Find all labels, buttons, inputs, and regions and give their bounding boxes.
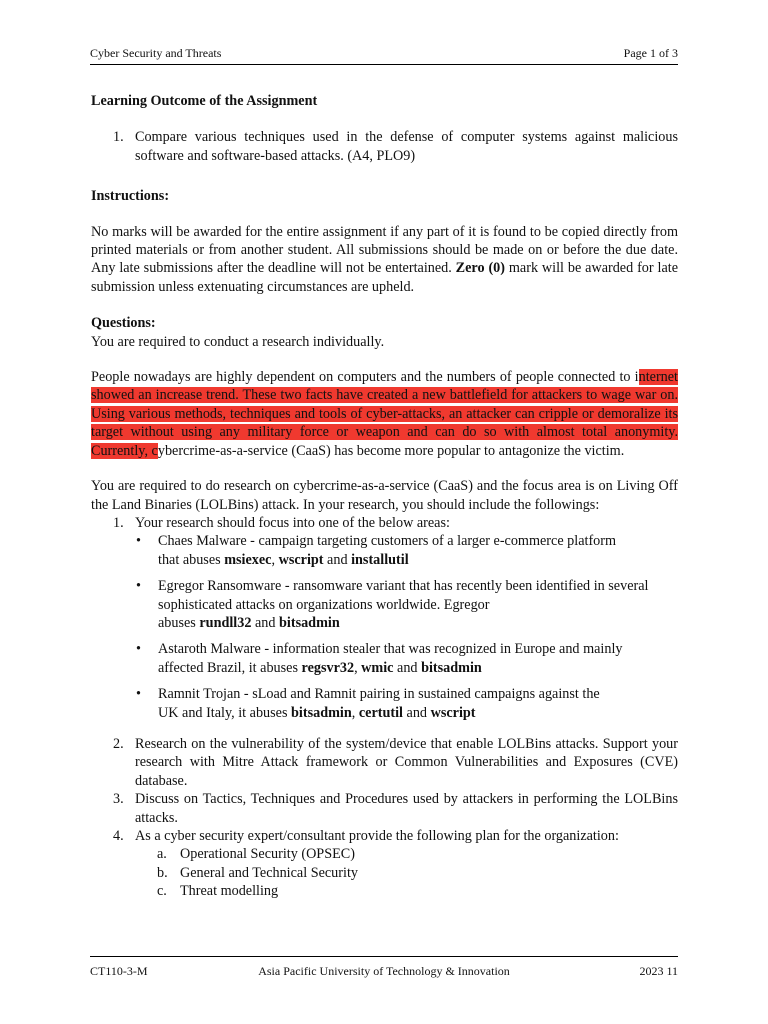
bold-term: bitsadmin: [421, 659, 482, 676]
instructions-heading: Instructions:: [91, 188, 170, 205]
question-item-text: Research on the vulnerability of the system/device that enable LOLBins attacks. Support your research with Mitre Attack framework or Common Vulnerabilities and Exposures (CVE) database.: [135, 735, 678, 789]
bullet-text: Ramnit Trojan - sLoad and Ramnit pairing in sustained campaigns against the: [158, 686, 600, 703]
footer-course-code: CT110-3-M: [90, 964, 148, 978]
sub-item-c: [91, 882, 678, 900]
question-item-1: [91, 514, 678, 532]
question-item-2: [91, 735, 678, 790]
research-paragraph: You are required to do research on cybercrime-as-a-service (CaaS) and the focus area is on Living Off the Land Binaries (LOLBins) attack. In your research, you should include the followings:: [91, 478, 678, 513]
bold-term: bitsadmin: [279, 614, 340, 631]
footer-date: 2023 11: [639, 964, 678, 978]
bullet-text: Egregor Ransomware - ransomware variant that has recently been identified in several sophisticated attacks on organizations worldwide. Egregor: [158, 578, 649, 613]
instructions-bold: Zero (0): [455, 260, 505, 277]
bullet-item-astaroth: [136, 640, 678, 677]
list-number: 4.: [113, 828, 124, 844]
bold-term: msiexec: [224, 551, 272, 568]
separator: and: [251, 614, 280, 631]
instructions-text-end: mark will be awarded for late submission unless extenuating circumstances are upheld.: [91, 260, 678, 295]
questions-heading: Questions:: [91, 315, 156, 332]
question-item-text: Discuss on Tactics, Techniques and Procedures used by attackers in performing the LOLBins attacks.: [135, 791, 678, 826]
bold-term: wmic: [361, 659, 394, 676]
separator: ,: [351, 704, 359, 721]
bullet-icon: •: [136, 641, 141, 658]
instructions-text: No marks will be awarded for the entire assignment if any part of it is found to be copied directly from printed materials or from another student. All submissions should be made on or before the due date. Any late submissions after the deadline will not be entertained.: [91, 223, 678, 277]
document-body: [91, 92, 678, 901]
bullet-text: Chaes Malware - campaign targeting customers of a larger e-commerce platform: [158, 533, 617, 550]
header-page-number: Page 1 of 3: [623, 46, 678, 60]
bullet-item-chaes: [136, 532, 678, 569]
bullet-item-egregor: [136, 577, 678, 632]
learning-outcome-item: [91, 128, 678, 165]
separator: ,: [271, 551, 279, 568]
sub-item-b: [91, 864, 678, 882]
separator: and: [393, 659, 422, 676]
context-text-start: People nowadays are highly dependent on computers and the numbers of people connected to i: [91, 369, 639, 386]
bullet-text-cont: that abuses: [158, 551, 225, 568]
learning-outcome-text: Compare various techniques used in the defense of computer systems against malicious software and software-based attacks. (A4, PLO9): [135, 129, 678, 164]
footer-university: Asia Pacific University of Technology & Innovation: [258, 964, 510, 978]
question-item-text: As a cyber security expert/consultant provide the following plan for the organization:: [135, 828, 619, 844]
learning-outcome-heading: Learning Outcome of the Assignment: [91, 93, 318, 109]
list-number: 3.: [113, 791, 124, 808]
sub-item-letter: a.: [157, 846, 167, 863]
bullet-icon: •: [136, 578, 141, 595]
separator: and: [323, 551, 352, 568]
instructions-paragraph: [91, 223, 678, 297]
bold-term: bitsadmin: [291, 704, 352, 721]
bold-term: regsvr32: [301, 659, 355, 676]
list-number: 1.: [113, 129, 124, 146]
bullet-icon: •: [136, 533, 141, 550]
sub-item-letter: c.: [157, 883, 167, 900]
sub-item-text: General and Technical Security: [180, 864, 358, 881]
sub-item-text: Operational Security (OPSEC): [180, 846, 355, 863]
malware-bullet-list: [91, 532, 678, 722]
page-footer: [90, 956, 678, 977]
bold-term: certutil: [358, 704, 403, 721]
sub-item-text: Threat modelling: [180, 883, 279, 900]
bullet-item-ramnit: [136, 685, 678, 722]
question-item-3: [91, 790, 678, 827]
bullet-icon: •: [136, 686, 141, 703]
sub-item-a: [91, 845, 678, 863]
bold-term: installutil: [351, 551, 409, 568]
header-course-title: Cyber Security and Threats: [90, 46, 222, 60]
question-item-4: [91, 827, 678, 845]
context-paragraph: [91, 368, 678, 460]
page-header: [90, 46, 678, 65]
separator: and: [402, 704, 431, 721]
highlighted-text: nternet showed an increase trend. These two facts have created a new battlefield for attackers to wage war on. Using various methods, techniques and tools of cyber-attacks, an attacker can cripple or demoralize its target without using any military force or weapon and can do so with almost total anonymity. Currently, c: [91, 369, 678, 459]
bullet-text-cont: abuses: [158, 614, 200, 631]
question-item-text: Your research should focus into one of the below areas:: [135, 514, 450, 531]
sub-item-letter: b.: [157, 864, 168, 881]
bullet-text-cont: UK and Italy, it abuses: [158, 704, 292, 721]
context-text-end: ybercrime-as-a-service (CaaS) has become more popular to antagonize the victim.: [157, 442, 625, 459]
bold-term: wscript: [430, 704, 476, 721]
bullet-text-cont: affected Brazil, it abuses: [158, 659, 302, 676]
separator: ,: [354, 659, 362, 676]
bold-term: wscript: [278, 551, 324, 568]
questions-intro: You are required to conduct a research individually.: [91, 333, 385, 350]
bullet-text: Astaroth Malware - information stealer that was recognized in Europe and mainly: [158, 641, 623, 658]
list-number: 2.: [113, 735, 124, 752]
bold-term: rundll32: [199, 614, 252, 631]
list-number: 1.: [113, 514, 124, 531]
